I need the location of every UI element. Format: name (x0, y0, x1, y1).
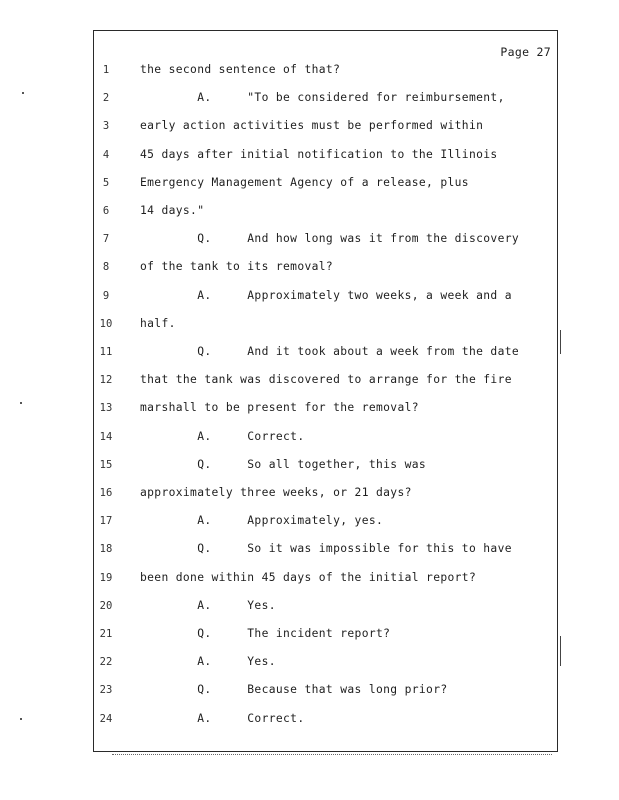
line-number: 15 (99, 459, 113, 471)
line-text: early action activities must be performed within (140, 119, 484, 132)
line-number: 21 (99, 628, 113, 640)
line-number: 6 (102, 205, 110, 217)
line-number: 19 (99, 572, 113, 584)
line-number: 7 (102, 233, 110, 245)
scan-speck (20, 718, 22, 720)
line-text: A. Yes. (140, 599, 276, 612)
line-text: A. Correct. (140, 430, 305, 443)
line-number: 11 (99, 346, 113, 358)
line-number: 9 (102, 290, 110, 302)
line-text: that the tank was discovered to arrange for the fire (140, 373, 512, 386)
line-text: A. Approximately two weeks, a week and a (140, 289, 512, 302)
line-number: 4 (102, 149, 110, 161)
line-text: approximately three weeks, or 21 days? (140, 486, 412, 499)
scan-speck (22, 92, 24, 94)
line-text: Q. So all together, this was (140, 458, 427, 471)
line-number: 12 (99, 374, 113, 386)
transcript-page (93, 30, 558, 752)
line-text: Q. And it took about a week from the date (140, 345, 520, 358)
line-text: A. Correct. (140, 712, 305, 725)
line-number: 10 (99, 318, 113, 330)
line-number: 13 (99, 402, 113, 414)
line-text: A. Yes. (140, 655, 276, 668)
line-number: 1 (102, 64, 110, 76)
line-number: 2 (102, 92, 110, 104)
line-text: Q. So it was impossible for this to have (140, 542, 512, 555)
line-number: 8 (102, 261, 110, 273)
line-text: A. Approximately, yes. (140, 514, 384, 527)
line-number: 16 (99, 487, 113, 499)
line-number: 5 (102, 177, 110, 189)
line-text: marshall to be present for the removal? (140, 401, 419, 414)
line-number: 22 (99, 656, 113, 668)
line-number: 23 (99, 684, 113, 696)
line-text: of the tank to its removal? (140, 260, 334, 273)
line-number: 20 (99, 600, 113, 612)
line-text: Emergency Management Agency of a release, plus (140, 176, 469, 189)
line-text: the second sentence of that? (140, 63, 341, 76)
page-number: Page 27 (500, 45, 551, 59)
line-text: Q. Because that was long prior? (140, 683, 448, 696)
line-number: 3 (102, 120, 110, 132)
line-text: 45 days after initial notification to the Illinois (140, 148, 498, 161)
line-number: 18 (99, 543, 113, 555)
footer-rule (112, 754, 552, 756)
line-text: Q. The incident report? (140, 627, 391, 640)
scan-speck (20, 402, 22, 404)
line-text: 14 days." (140, 204, 205, 217)
line-text: been done within 45 days of the initial report? (140, 571, 477, 584)
line-number: 17 (99, 515, 113, 527)
line-text: A. "To be considered for reimbursement, (140, 91, 505, 104)
line-text: Q. And how long was it from the discovery (140, 232, 520, 245)
line-text: half. (140, 317, 176, 330)
line-number: 14 (99, 431, 113, 443)
scan-edge-mark (560, 330, 561, 354)
scan-edge-mark (560, 636, 561, 666)
line-number: 24 (99, 713, 113, 725)
